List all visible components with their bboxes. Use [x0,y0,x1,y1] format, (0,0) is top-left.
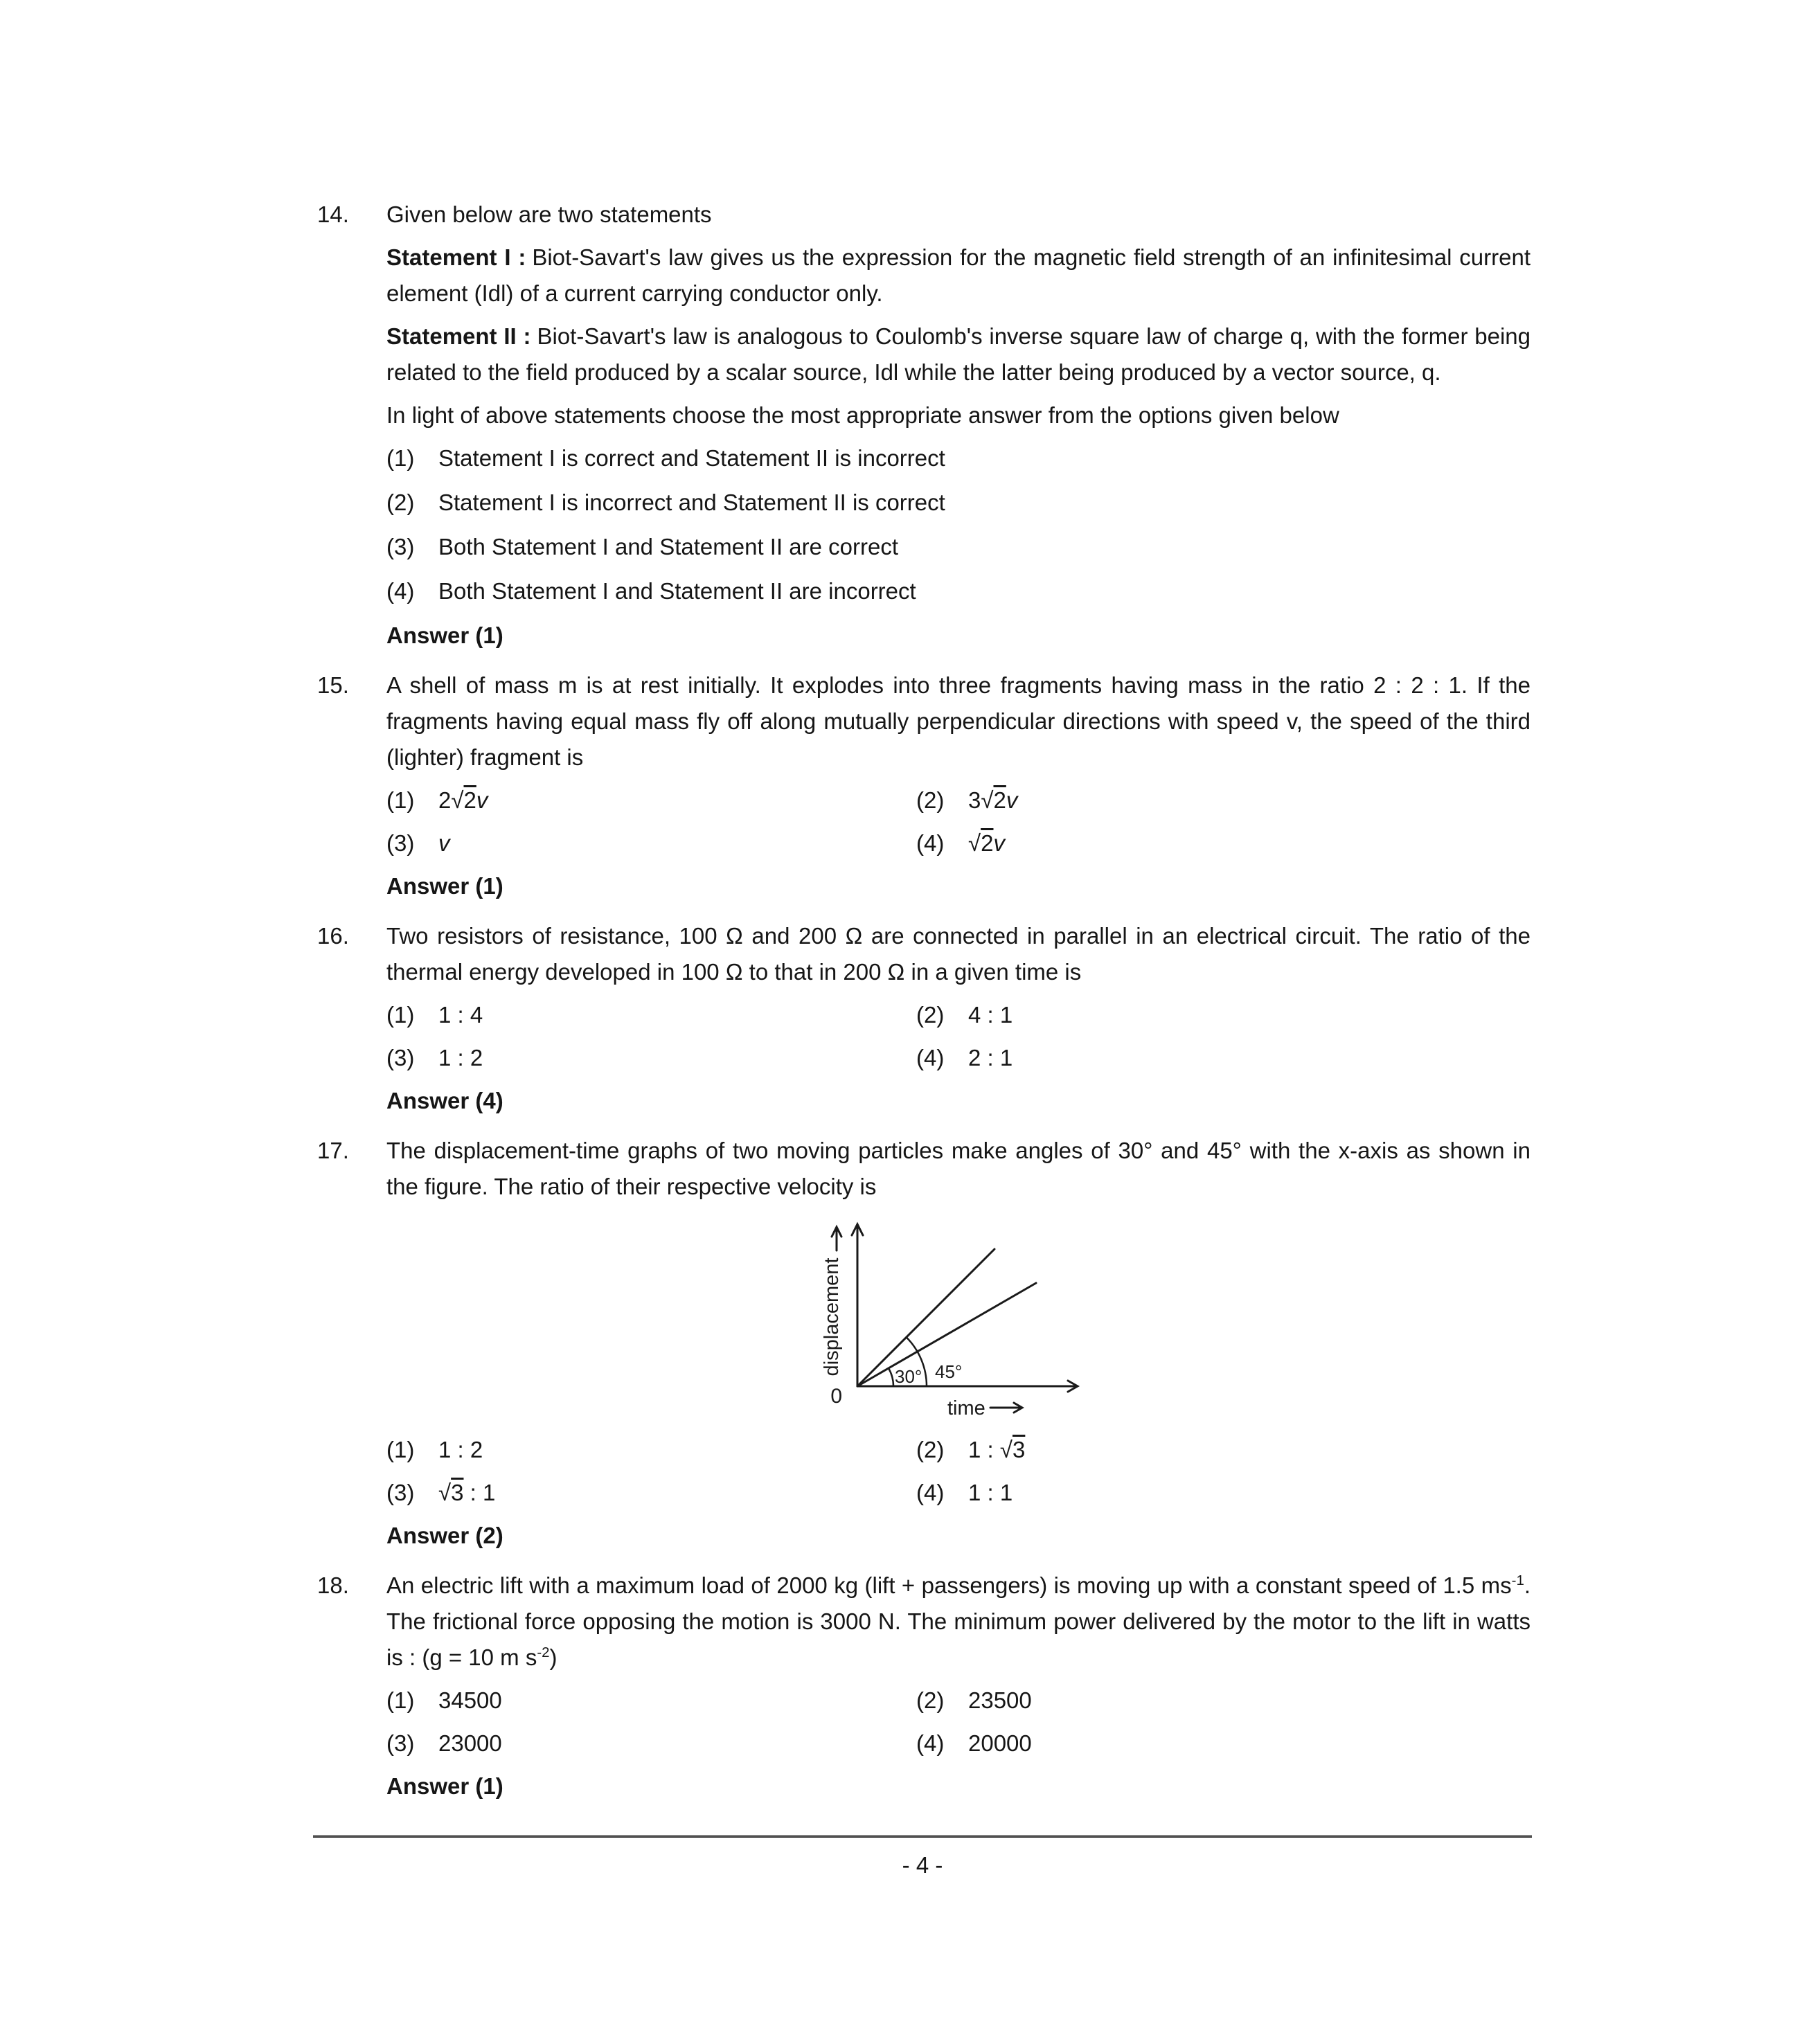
option-4 [916,825,1531,861]
option-3-text: 23000 [438,1730,502,1756]
option-3 [386,1725,916,1761]
option-1-label: (1) [386,1437,415,1462]
option-2-label: (2) [916,787,945,813]
option-2-label: (2) [386,490,415,515]
option-4-text: Both Statement I and Statement II are incorrect [438,578,916,604]
options-row-1 [386,997,1531,1033]
option-2 [916,1432,1531,1468]
option-4-label: (4) [386,578,415,604]
question-text: A shell of mass m is at rest initially. It explodes into three fragments having mass in the ratio 2 : 2 : 1. If the fragments having equal mass fly off along mutually perpendicular directions with speed v, the speed of the third (lighter) fragment is [386,672,1531,770]
footer-rule [313,1835,1532,1838]
option-2-text: Statement I is incorrect and Statement II is correct [438,490,945,515]
option-4-text: 1 : 1 [968,1480,1013,1505]
option-1 [386,440,1531,476]
option-4-label: (4) [916,1045,945,1070]
statement-2 [386,319,1531,391]
y-axis-label: displacement [821,1257,843,1377]
option-2-text: 1 : √3 [968,1437,1026,1462]
option-2-text: 3√2v [968,787,1018,813]
line-45deg [857,1249,994,1386]
option-3-label: (3) [386,830,415,856]
option-2-label: (2) [916,1002,945,1028]
answer-line: Answer (1) [386,873,503,899]
option-2-label: (2) [916,1687,945,1713]
question-number: 18. [317,1572,349,1598]
option-3-label: (3) [386,1480,415,1505]
page-number: - 4 - [902,1852,943,1878]
option-1-label: (1) [386,787,415,813]
options-row-1 [386,782,1531,818]
option-2-label: (2) [916,1437,945,1462]
question-15 [317,667,1531,904]
question-body [386,667,1531,904]
options-row-2 [386,825,1531,861]
option-1-text: 34500 [438,1687,502,1713]
option-3-label: (3) [386,1045,415,1070]
option-2 [916,782,1531,818]
option-4-label: (4) [916,830,945,856]
option-3 [386,1040,916,1076]
option-1-text: Statement I is correct and Statement II is incorrect [438,445,945,471]
question-intro: Given below are two statements [386,201,712,227]
answer-line: Answer (1) [386,1773,503,1799]
option-1-text: 1 : 4 [438,1002,483,1028]
statement-1-text: Biot-Savart's law gives us the expression for the magnetic field strength of an infinitesimal current element (Idl) of a current carrying conductor only. [386,244,1531,306]
option-2 [386,485,1531,521]
question-body [386,1568,1531,1804]
option-3 [386,529,1531,565]
option-4 [916,1040,1531,1076]
question-14 [317,197,1531,654]
x-axis-label: time [947,1397,985,1419]
option-1-label: (1) [386,1687,415,1713]
option-1 [386,1432,916,1468]
option-4-text: 2 : 1 [968,1045,1013,1070]
option-2 [916,997,1531,1033]
options-row-2 [386,1475,1531,1511]
option-3-label: (3) [386,534,415,559]
question-text: Two resistors of resistance, 100 Ω and 200 Ω are connected in parallel in an electrical circuit. The ratio of the thermal energy developed in 100 Ω to that in 200 Ω in a given time is [386,923,1531,985]
arc-30deg [889,1368,893,1386]
option-3 [386,1475,916,1511]
option-1-text: 2√2v [438,787,488,813]
option-4 [386,573,1531,609]
question-prompt: In light of above statements choose the most appropriate answer from the options given below [386,402,1339,428]
option-4-text: √2v [968,830,1005,856]
option-1 [386,997,916,1033]
answer-line: Answer (1) [386,622,503,648]
graph-svg [802,1212,1100,1419]
question-text: The displacement-time graphs of two moving particles make angles of 30° and 45° with the x-axis as shown in the figure. The ratio of their respective velocity is [386,1138,1531,1199]
option-3-label: (3) [386,1730,415,1756]
option-3-text: 1 : 2 [438,1045,483,1070]
option-4-label: (4) [916,1730,945,1756]
option-4-text: 20000 [968,1730,1032,1756]
option-3-text: Both Statement I and Statement II are correct [438,534,899,559]
angle-30-label: 30° [895,1366,922,1387]
option-1-text: 1 : 2 [438,1437,483,1462]
question-number: 17. [317,1138,349,1163]
angle-45-label: 45° [935,1361,963,1382]
option-2 [916,1683,1531,1719]
option-2-text: 4 : 1 [968,1002,1013,1028]
question-number: 14. [317,201,349,227]
options-row-1 [386,1683,1531,1719]
options-row-2 [386,1040,1531,1076]
options-list [386,440,1531,609]
options-row-2 [386,1725,1531,1761]
question-16 [317,918,1531,1119]
question-body [386,197,1531,654]
question-17 [317,1133,1531,1554]
option-3-text: √3 : 1 [438,1480,496,1505]
answer-line: Answer (4) [386,1088,503,1113]
option-4-label: (4) [916,1480,945,1505]
question-number: 15. [317,672,349,698]
option-1-label: (1) [386,1002,415,1028]
option-2-text: 23500 [968,1687,1032,1713]
page-content [317,197,1531,1818]
statement-2-text: Biot-Savart's law is analogous to Coulomb's inverse square law of charge q, with the former being related to the field produced by a scalar source, Idl while the latter being produced by a vector source, q. [386,323,1531,385]
question-body [386,1133,1531,1554]
question-18 [317,1568,1531,1804]
statement-1 [386,240,1531,312]
option-1 [386,1683,916,1719]
option-4 [916,1475,1531,1511]
answer-line: Answer (2) [386,1523,503,1548]
origin-label: 0 [830,1385,842,1408]
option-4 [916,1725,1531,1761]
option-1 [386,782,916,818]
statement-1-label: Statement I : [386,244,526,270]
options-row-1 [386,1432,1531,1468]
displacement-time-graph [802,1212,1100,1419]
question-body [386,918,1531,1119]
option-1-label: (1) [386,445,415,471]
statement-2-label: Statement II : [386,323,531,349]
option-3 [386,825,916,861]
question-number: 16. [317,923,349,949]
option-3-text: v [438,830,450,856]
question-text: An electric lift with a maximum load of 2000 kg (lift + passengers) is moving up with a constant speed of 1.5 $ms^{-1}$. The frictional force opposing the motion is 3000 N. The minimum power delivered by the motor to the lift in watts is : (g = 10 m $s^{-2}$) [386,1572,1531,1670]
